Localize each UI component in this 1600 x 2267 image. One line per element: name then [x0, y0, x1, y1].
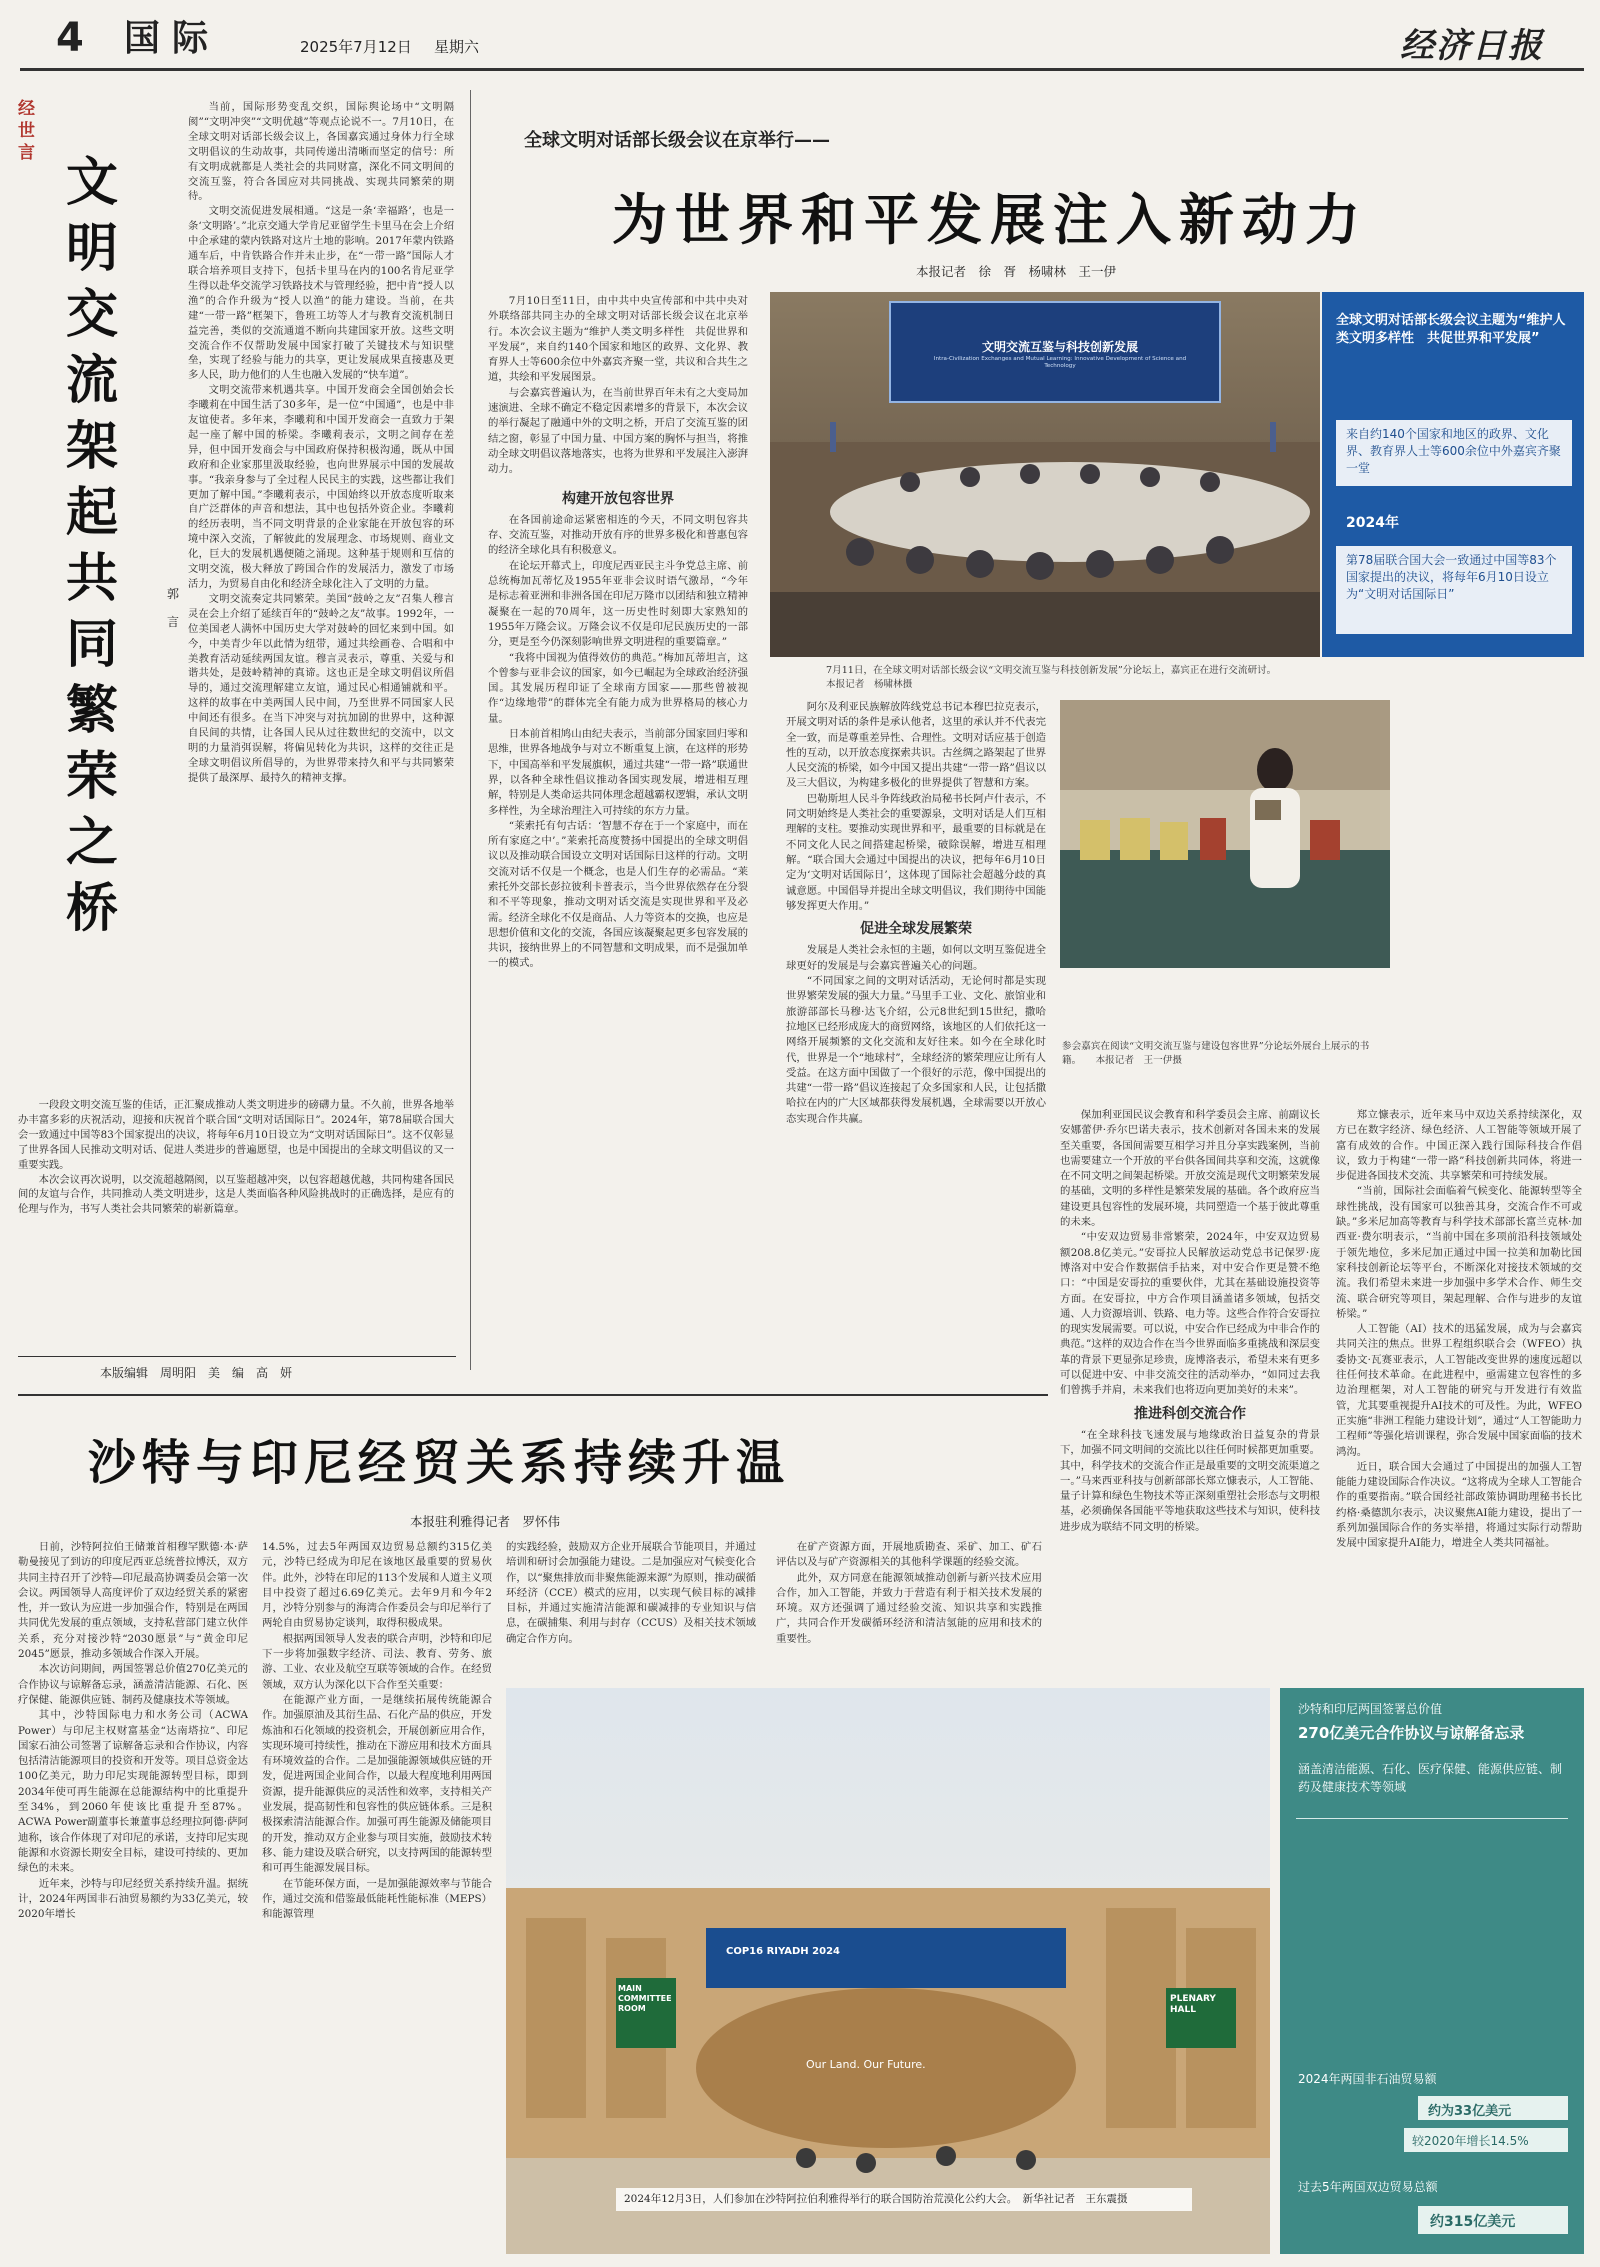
saudi-col-1 [18, 1540, 248, 2252]
masthead [0, 0, 1600, 66]
stats-agreements-value: 270亿美元合作协议与谅解备忘录 [1298, 1724, 1525, 1742]
commentary-paragraph: 一段段文明交流互鉴的佳话，正汇聚成推动人类文明进步的磅礴力量。不久前，世界各地举办丰富多彩的庆祝活动，迎接和庆祝首个联合国“文明对话国际日”。2024年，第78届联合国大会一致通过中国等83个国家提出的决议，将每年6月10日设立为“文明对话国际日”。这不仅彰显了世界各国人民推动文明对话、促进人类进步的普遍愿望，也是中国提出的全球文明倡议的又一重要实践。 [18, 1099, 454, 1171]
saudi-paragraph: 近年来，沙特与印尼经贸关系持续升温。据统计，2024年两国非石油贸易额约为33亿美元，较2020年增长 [18, 1877, 248, 1921]
commentary-paragraph: 当前，国际形势变乱交织，国际舆论场中“文明隔阂”“文明冲突”“文明优越”等观点论说不一。7月10日，在全球文明对话部长级会议上，各国嘉宾通过身体力行全球文明倡议的生动故事，共同传递出清晰而坚定的信号：所有文明成就都是人类社会的共同财富，深化不同文明间的交流互鉴，符合各国应对共同挑战、实现共同繁荣的期待。 [188, 101, 454, 203]
saudi-paragraph: 日前，沙特阿拉伯王储兼首相穆罕默德·本·萨勒曼接见了到访的印度尼西亚总统普拉博沃，双方共同主持召开了沙特—印尼最高协调委员会第一次会议。两国领导人高度评价了双边经贸关系的紧密性，并一致认为应进一步加强合作，特别是在两国共同优先发展的重点领域，支持私营部门建立伙伴关系，充分对接沙特“2030愿景”与“黄金印尼2045”愿景，推动多领域合作深入开展。 [18, 1541, 248, 1661]
saudi-byline: 本报驻利雅得记者 罗怀伟 [410, 1514, 561, 1529]
commentary-paragraph: 文明交流奏定共同繁荣。美国“鼓岭之友”召集人穆言灵在会上介绍了延续百年的“鼓岭之友”故事。1992年，一位美国老人满怀中国历史大学对鼓岭的回忆来到中国。如今，中美青少年以此情为纽带，通过共绘画卷、合唱和中美教育活动延续两国友谊。穆言灵表示，尊重、关爱与和谐共处，是鼓岭精神的真谛。这也正是全球文明倡议所倡导的，通过交流理解建立友谊，通过民心相通铺就和平。这样的故事在中美两国人民中间，乃至世界不同国家人民中间还有很多。在当下冲突与对抗加剧的世界中，这种源自民间的共情，让各国人民从过往数世纪的交流中，以文明的力量消弭误解，将偏见转化为共识，这样的交往正是全球文明倡议所倡导的，为世界带来持久和平与共同繁荣提供了最深厚、最持久的精神支撑。 [188, 592, 454, 784]
page-number: 4 [56, 15, 84, 61]
body-paragraph: 巴勒斯坦人民斗争阵线政治局秘书长阿卢什表示，不同文明始终是人类社会的重要源泉，文明对话是人们互相理解的支柱。要推动实现世界和平，最重要的目标就是在不同文化人民之间搭建起桥梁，破除误解，增进互相理解。“联合国大会通过中国提出的决议，把每年6月10日定为‘文明对话国际日’，这体现了国际社会超越分歧的真诚意愿。中国倡导并提出全球文明倡议，我们期待中国能够发挥更大作用。” [786, 792, 1046, 912]
section-rule [18, 1394, 1048, 1396]
main-col-4 [1336, 1108, 1582, 1668]
column-tag: 经世言 [18, 99, 35, 163]
info-year: 2024年 [1346, 515, 1399, 531]
banner-title: 文明交流互鉴与科技创新发展 [981, 340, 1138, 354]
body-paragraph: 阿尔及利亚民族解放阵线党总书记本穆巴拉克表示，开展文明对话的条件是承认他者，这里的承认并不代表完全一致，而是尊重差异性、合理性。文明对话应基于创造性的互动，以开放态度探索共识。古丝绸之路架起了世界人民交流的桥梁，如今中国又提出共建“一带一路”倡议以及三大倡议，为构建多极化的世界提供了智慧和方案。 [786, 701, 1046, 790]
saudi-paragraph: 本次访问期间，两国签署总价值270亿美元的合作协议与谅解备忘录，涵盖清洁能源、石化、医疗保健、能源供应链、制药及健康技术等领域。 [18, 1663, 248, 1706]
stats-trade-growth: 较2020年增长14.5% [1412, 2134, 1529, 2148]
commentary-body-bottom [18, 1098, 454, 1338]
stats-agreements-label: 沙特和印尼两国签署总价值 [1298, 1702, 1443, 1716]
saudi-paragraph: 在能源产业方面，一是继续拓展传统能源合作。加强原油及其衍生品、石化产品的供应，开发炼油和石化领域的投资机会，开展创新应用合作，实现环境可持续性，推动在下游应用和技术方面具有环境效益的合作。二是加强能源领域供应链的开发，促进两国企业间合作，以最大程度地利用两国资源，提升能源供应的灵活性和效率，支持相关产业发展，提高韧性和包容性的供应链体系。三是积极探索清洁能源合作。加强可再生能源及储能项目的开发，推动双方企业参与项目实施，鼓励技术转移、能力建设及联合研究，以支持两国的能源转型和可再生能源发展目标。 [262, 1693, 492, 1875]
saudi-headline: 沙特与印尼经贸关系持续升温 [88, 1435, 791, 1491]
sign-our-land: Our Land. Our Future. [806, 2058, 926, 2071]
cop16-photo [506, 1688, 1270, 2254]
column-divider [470, 90, 471, 1370]
body-paragraph: 在论坛开幕式上，印度尼西亚民主斗争党总主席、前总统梅加瓦蒂忆及1955年亚非会议时语气激昂，“今年是标志着亚洲和非洲各国在印尼万隆市以团结和独立精神凝聚在一起的70周年，这一历史性时刻即大家熟知的1955年万隆会议。万隆会议不仅是印尼民族历史的一部分，更是至今仍深刻影响世界文明进程的重要篇章。” [488, 559, 748, 649]
commentary-paragraph: 文明交流带来机遇共享。中国开发商会全国创始会长李曦莉在中国生活了30多年，是一位“中国通”，也是中非友谊使者。多年来，李曦莉和中国开发商会一直致力于架起一座了解中国的桥梁。李曦莉表示，文明之间存在差异，但中国开发商会与中国政府保持积极沟通，既从中国政府和企业家那里汲取经验，也向世界展示中国的发展故事。“我亲身参与了全过程人民民主的实践，这些都让我们更加了解中国。”李曦莉表示，中国始终以开放态度听取来自广泛群体的声音和想法，其中也包括外资企业。李曦莉的经历表明，当不同文明背景的企业家能在开放包容的环境中深入交流，了解彼此的发展理念、市场规则、商业文化，巨大的发展机遇便随之涌现。这种基于规则和互信的文明交流，极大释放了跨国合作的发展活力，激发了市场活力，为贸易自由化和经济全球化注入了文明的力量。 [188, 384, 454, 590]
saudi-col-2 [262, 1540, 492, 2252]
commentary-paragraph: 本次会议再次说明，以交流超越隔阂，以互鉴超越冲突，以包容超越优越，共同构建各国民间的友谊与合作，共同推动人类文明进步，这是人类面临各种风险挑战时的正确选择，是应有的伦理与作为，书写人类社会共同繁荣的崭新篇章。 [18, 1173, 454, 1216]
article-headline: 为世界和平发展注入新动力 [612, 188, 1369, 252]
cop16-venue-image [506, 1688, 1270, 2254]
saudi-col-4 [776, 1540, 1042, 1680]
saudi-paragraph: 14.5%，过去5年两国双边贸易总额约315亿美元，沙特已经成为印尼在该地区最重要的贸易伙伴。此外，沙特在印尼的113个发展和人道主义项目中投资了超过6.69亿美元。去年9月和今年2月，沙特分别参与的海湾合作委员会与印尼举行了两轮自由贸易协定谈判，取得积极成果。 [262, 1541, 492, 1630]
issue-date: 2025年7月12日 [300, 38, 412, 56]
commentary-paragraph: 文明交流促进发展相通。“这是一条‘幸福路’，也是一条‘文明路’。”北京交通大学肯尼亚留学生卡里马在会上介绍中企承建的蒙内铁路对这片土地的影响。2017年蒙内铁路通车后，中肯铁路合作并未止步，在“一带一路”国际人才联合培养项目支持下，包括卡里马在内的100名肯尼亚学生得以赴华交流学习铁路技术与管理经验，把中肯“授人以渔”的合作升级为“授人以渔”的能力建设。当前，在共建“一带一路”框架下，鲁班工坊等人才与教育交流机制日益完善，类似的交流通道不断向共建国家开放。这些文明交流合作不仅帮助发展中国家打破了关键技术与知识壁垒，实现了经验与能力的共享，更让发展成果直接惠及更多人民，助力他们的人生也融入发展的“快车道”。 [188, 205, 454, 382]
body-paragraph: “在全球科技飞速发展与地缘政治日益复杂的背景下，加强不同文明间的交流比以往任何时候都更加重要。其中，科学技术的交流合作正是最重要的文明交流渠道之一。”马来西亚科技与创新部部长郑立慷表示，人工智能、量子计算和绿色生物技术等正深刻重塑社会形态与文明根基，必须确保各国能平等地获取这些技术与知识，使科技进步成为联结不同文明的桥梁。 [1060, 1428, 1320, 1533]
saudi-col-3 [506, 1540, 756, 1680]
commentary-body-top [188, 100, 454, 1095]
body-paragraph: 近日，联合国大会通过了中国提出的加强人工智能能力建设国际合作决议。“这将成为全球人工智能合作的重要指南。”联合国经社部政策协调助理秘书长比约格·桑德凯尔表示，决议聚焦AI能力建设，提出了一系列加强国际合作的务实举措，将通过实际行动帮助发展中国家提升AI能力，增进全人类共同福祉。 [1336, 1460, 1582, 1550]
intro-paragraph: 与会嘉宾普遍认为，在当前世界百年未有之大变局加速演进、全球不确定不稳定因素增多的背景下，本次会议的举行凝起了融通中外的文明之桥，开启了交流互鉴的团结之窗，彰显了中国力量、中国方案的胸怀与担当，将推动全球文明倡议落地落实，也将为世界和平发展注入澎湃动力。 [488, 386, 748, 476]
body-paragraph: “我将中国视为值得效仿的典范。”梅加瓦蒂坦言，这个曾参与亚非会议的国家，如今已崛起为全球政治经济强国。其发展历程印证了全球南方国家——那些曾被视作“边缘地带”的群体完全有能力成为世界格局的核心力量。 [488, 651, 748, 725]
stats-trade-value: 约为33亿美元 [1428, 2104, 1512, 2119]
saudi-paragraph: 此外，双方同意在能源领域推动创新与新兴技术应用合作，加入工智能，并致力于营造有利于相关技术发展的环境。双方还强调了通过经验交流、知识共享和实践推广，共同合作开发碳循环经济和清洁氢能的应用和技术的重要性。 [776, 1571, 1042, 1645]
stats-five-year-label: 过去5年两国双边贸易总额 [1298, 2180, 1438, 2194]
body-paragraph: 发展是人类社会永恒的主题，如何以文明互鉴促进全球更好的发展是与会嘉宾普遍关心的问题。 [786, 944, 1046, 972]
book-reading-image [1060, 700, 1390, 968]
saudi-paragraph: 其中，沙特国际电力和水务公司（ACWA Power）与印尼主权财富基金“达南塔拉”、印尼国家石油公司签署了谅解备忘录和合作协议，内容包括清洁能源项目的投资和开发等。项目总资金达100亿美元，助力印尼实现能源转型目标，即到2034年使可再生能源在总能源结构中的比重提升至34%，到2060年使该比重提升至87%。ACWA Power副董事长兼董事总经理拉阿德·萨阿迪称，该合作体现了对印尼的承诺，支持印尼实现能源和水资源长期安全目标，建设可持续的、更加绿色的未来。 [18, 1709, 248, 1875]
sign-main-committee: MAIN COMMITTEE ROOM [618, 1984, 672, 2013]
saudi-paragraph: 的实践经验，鼓励双方企业开展联合节能项目，并通过培训和研讨会加强能力建设。二是加强应对气候变化合作，以“聚焦排放而非聚焦能源来源”为原则，推动碳循环经济（CCE）模式的应用，以实现气候目标的减排目标，并通过实施清洁能源和碳减排的专业知识与信息，在碳捕集、利用与封存（CCUS）及相关技术领域确定合作方向。 [506, 1541, 756, 1645]
saudi-paragraph: 在矿产资源方面，开展地质勘查、采矿、加工、矿石评估以及与矿产资源相关的其他科学课题的经验交流。 [776, 1541, 1042, 1569]
body-paragraph: 保加利亚国民议会教育和科学委员会主席、前副议长安娜蕾伊·乔尔巴诺夫表示，技术创新对各国未来的发展至关重要，各国间需要互相学习并且分享实践案例，当前也需要建立一个开放的平台供各国间共享和交流，这就像在不同文明之间架起桥梁。开放交流是现代文明繁荣发展的基础，文明的多样性是繁荣发展的基础。各个政府应当建设更具包容性的发展环境，共同塑造一个基于彼此尊重的未来。 [1060, 1109, 1320, 1229]
issue-weekday: 星期六 [434, 38, 480, 56]
stats-fields: 涵盖清洁能源、石化、医疗保健、能源供应链、制药及健康技术等领域 [1298, 1762, 1563, 1794]
info-resolution: 第78届联合国大会一致通过中国等83个国家提出的决议，将每年6月10日设立为“文明对话国际日” [1346, 553, 1557, 601]
saudi-paragraph: 根据两国领导人发表的联合声明，沙特和印尼下一步将加强数字经济、司法、教育、劳务、旅游、工业、农业及航空互联等领域的合作。在经贸领域，双方认为深化以下合作至关重要： [262, 1632, 492, 1691]
stats-divider-1 [1296, 1818, 1568, 1819]
body-paragraph: 人工智能（AI）技术的迅猛发展，成为与会嘉宾共同关注的焦点。世界工程组织联合会（WFEO）执委协文·瓦赛亚表示，人工智能改变世界的速度远超以往任何技术革命。在此进程中，亟需建立包容性的多边治理框架，对人工智能的研究与开发进行有效监管，尤其要重视提升AI技术的可及性。为此，WFEO正实施“非洲工程能力建设计划”，通过“人工智能助力工程师”等强化培训课程，弥合发展中国家面临的技术鸿沟。 [1336, 1323, 1582, 1458]
body-paragraph: “莱索托有句古话：‘智慧不存在于一个家庭中，而在所有家庭之中’。”莱索托高度赞扬中国提出的全球文明倡议以及推动联合国设立文明对话国际日这样的行动。文明交流对话不仅是一个概念，也是人们生存的必需品。“莱索托外交部长彭拉彼利卡普表示，当今世界依然存在分裂和不平等现象，推动文明对话交流是实现世界和平及必需。经济全球化不仅是商品、人力等资本的交换，也应是思想价值和文化的交流，各国应该凝聚起更多包容发展的共识，接纳世界上的不同智慧和文明成果，而不是强加单一的模式。 [488, 819, 748, 970]
masthead-rule [20, 68, 1584, 71]
article-kicker: 全球文明对话部长级会议在京举行—— [524, 130, 830, 151]
sign-cop16: COP16 RIYADH 2024 [726, 1946, 840, 1957]
stats-trade-label: 2024年两国非石油贸易额 [1298, 2072, 1437, 2086]
photo2-caption: 参会嘉宾在阅读“文明交流互鉴与建设包容世界”分论坛外展台上展示的书籍。 本报记者 王一伊摄 [1062, 1041, 1370, 1066]
subhead-innovation: 推进科创交流合作 [1134, 1405, 1246, 1422]
main-col-1 [488, 294, 748, 1282]
body-paragraph: 在各国前途命运紧密相连的今天，不同文明包容共存、交流互鉴，对推动开放有序的世界多极化和普惠包容的经济全球化具有积极意义。 [488, 513, 748, 557]
article-byline: 本报记者 徐 胥 杨啸林 王一伊 [916, 264, 1117, 279]
main-col-3 [1060, 1108, 1320, 1668]
body-paragraph: 郑立慷表示，近年来马中双边关系持续深化，双方已在数字经济、绿色经济、人工智能等领域开展了富有成效的合作。中国正深入践行国际科技合作倡议，致力于构建“一带一路”科技创新共同体，将进一步促进各国技术交流、共享繁荣和可持续发展。 [1336, 1109, 1582, 1183]
sign-plenary: PLENARY HALL [1170, 1994, 1216, 2015]
stats-five-year-value: 约315亿美元 [1430, 2214, 1516, 2230]
subhead-development: 促进全球发展繁荣 [860, 921, 972, 938]
commentary-author: 郭言 [167, 587, 180, 629]
page-editors: 本版编辑 周明阳 美 编 高 妍 [100, 1366, 293, 1380]
body-paragraph: 日本前首相鸠山由纪夫表示，当前部分国家回归零和思维，世界各地战争与对立不断重复上演，在这样的形势下，中国高举和平发展旗帜，通过共建“一带一路”联通世界，以各种全球性倡议推动各国实现发展，增进相互理解，特别是人类命运共同体理念超越霸权逻辑，承认文明多样性，为全球治理注入可持续的东方力量。 [488, 728, 748, 817]
body-paragraph: “中安双边贸易非常繁荣，2024年，中安双边贸易额208.8亿美元。”安哥拉人民解放运动党总书记保罗·庞博洛对中安合作数据信手拈来，对中安合作更是赞不绝口：“中国是安哥拉的重要伙伴，尤其在基础设施投资等方面。在安哥拉，中方合作项目涵盖诸多领域，包括交通、人力资源培训、铁路、电力等。这些合作符合安哥拉的现实发展需要。可以说，中安合作已经成为中非合作的典范。”这样的双边合作在当今世界面临多重挑战和深层变革的背景下更显弥足珍贵，庞博洛表示，希望未来有更多可以促进中安、中非交流交往的活动举办，“如同过去我们曾携手并肩，未来我们也将迈向更加美好的未来”。 [1060, 1231, 1320, 1397]
book-reading-photo [1060, 700, 1390, 968]
commentary-rule [18, 1356, 456, 1357]
intro-paragraph: 7月10日至11日，由中共中央宣传部和中共中央对外联络部共同主办的全球文明对话部长级会议在北京举行。本次会议主题为“维护人类文明多样性 共促世界和平发展”，来自约140个国家和地区的政界、文化界、教育界人士等600余位中外嘉宾齐聚一堂，共议和合共生之道，共绘和平发展图景。 [488, 295, 748, 384]
info-attendees-text: 来自约140个国家和地区的政界、文化界、教育界人士等600余位中外嘉宾齐聚一堂 [1346, 427, 1561, 475]
cop16-photo-caption: 2024年12月3日，人们参加在沙特阿拉伯利雅得举行的联合国防治荒漠化公约大会。 新华社记者 王东震摄 [616, 2188, 1192, 2211]
saudi-paragraph: 在节能环保方面，一是加强能源效率与节能合作，通过交流和借鉴最低能耗性能标准（MEPS）和能源管理 [262, 1877, 492, 1921]
section-name: 国际 [124, 18, 221, 59]
main-col-2 [786, 700, 1046, 1280]
banner-subtitle: Intra-Civilization Exchanges and Mutual Learning: Innovative Development of Science and Technology [933, 356, 1187, 369]
commentary-title: 文明交流架起共同繁荣之桥 [66, 153, 119, 939]
info-theme: 全球文明对话部长级会议主题为“维护人类文明多样性 共促世界和平发展” [1336, 313, 1566, 346]
photo1-caption: 7月11日，在全球文明对话部长级会议“文明交流互鉴与科技创新发展”分论坛上，嘉宾正在进行交流研讨。 本报记者 杨啸林摄 [826, 665, 1291, 690]
body-paragraph: “不同国家之间的文明对话活动，无论何时都是实现世界繁荣发展的强大力量。”马里手工业、文化、旅馆业和旅游部部长马穆·达飞介绍，公元8世纪到15世纪，撒哈拉地区已经形成庞大的商贸网络，该地区的人们依托这一网络开展频繁的文化交流和友好往来。如今在全球化时代，世界是一个“地球村”，全球经济的繁荣理应让所有人受益。在这方面中国做了一个很好的示范，像中国提出的共建“一带一路”倡议连接起了众多国家和人民，让包括撒哈拉在内的广大区域都获得发展机遇，全球需要以开放心态实现合作共赢。 [786, 975, 1046, 1125]
conference-photo [770, 292, 1320, 657]
body-paragraph: “当前，国际社会面临着气候变化、能源转型等全球性挑战，没有国家可以独善其身，交流合作不可或缺。”多米尼加高等教育与科学技术部部长富兰克林·加西亚·费尔明表示，“当前中国在多项前沿科技领域处于领先地位，多米尼加正通过中国一拉美和加勒比国家科技创新论坛等平台，不断深化对接技术领域的交流。我们希望未来进一步加强中多学术合作、师生交流、联合研究等项目，架起理解、合作与进步的友谊桥梁。” [1336, 1185, 1582, 1320]
paper-logo: 经济日报 [1400, 26, 1544, 66]
subhead-open-world: 构建开放包容世界 [562, 490, 674, 507]
